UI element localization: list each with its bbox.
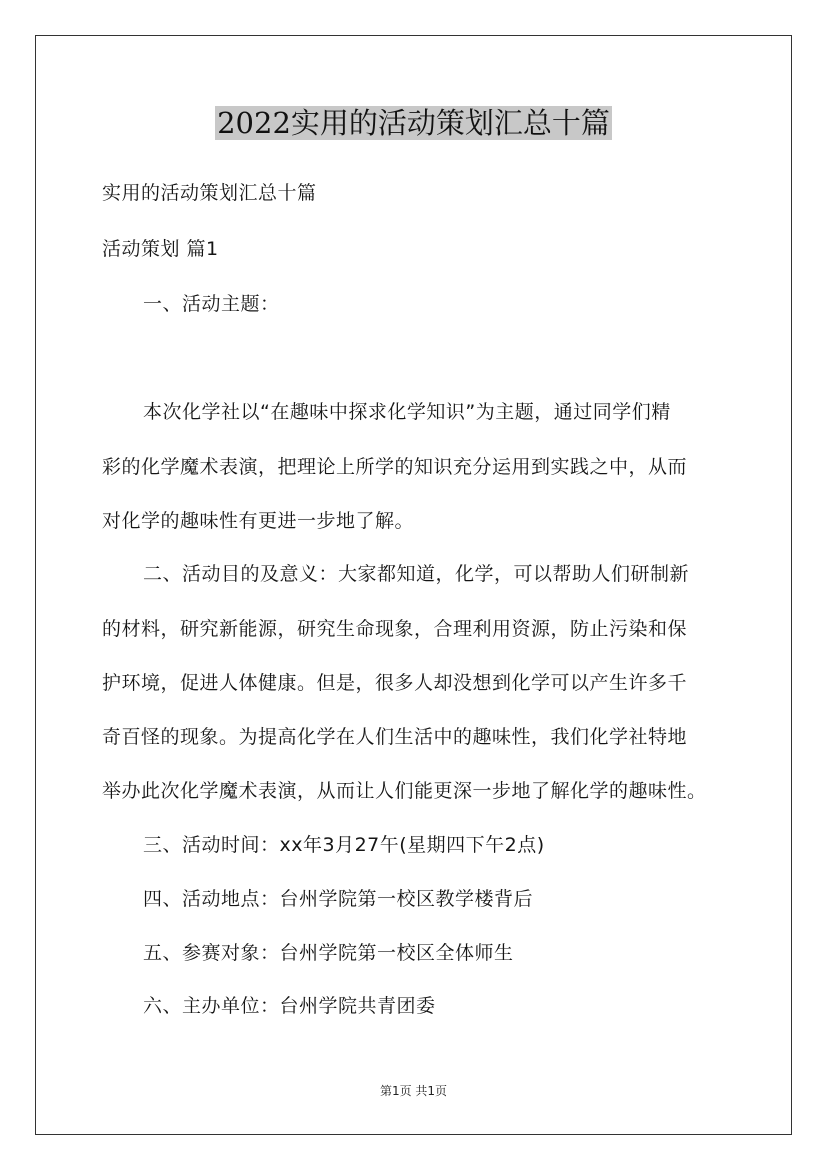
- paragraph-line: 一、活动主题：: [143, 293, 280, 315]
- page-number-footer: 第1页 共1页: [379, 1084, 448, 1098]
- document-subtitle: 实用的活动策划汇总十篇: [102, 182, 317, 204]
- paragraph-line: 的材料，研究新能源，研究生命现象，合理利用资源，防止污染和保: [102, 618, 688, 640]
- paragraph-line: 护环境，促进人体健康。但是，很多人却没想到化学可以产生许多千: [102, 672, 688, 694]
- paragraph-line: 举办此次化学魔术表演，从而让人们能更深一步地了解化学的趣味性。: [102, 780, 707, 802]
- paragraph-line: 彩的化学魔术表演，把理论上所学的知识充分运用到实践之中，从而: [102, 456, 688, 478]
- paragraph-line: 二、活动目的及意义：大家都知道，化学，可以帮助人们研制新: [143, 563, 690, 585]
- document-title-text: 2022实用的活动策划汇总十篇: [217, 106, 610, 140]
- paragraph-line: 奇百怪的现象。为提高化学在人们生活中的趣味性，我们化学社特地: [102, 726, 688, 748]
- paragraph-line: 对化学的趣味性有更进一步地了解。: [102, 510, 415, 532]
- document-title: [0, 100, 827, 146]
- section-heading: 活动策划 篇1: [102, 238, 219, 260]
- paragraph-line: 五、参赛对象：台州学院第一校区全体师生: [143, 942, 514, 964]
- paragraph-line: 本次化学社以“在趣味中探求化学知识”为主题，通过同学们精: [143, 401, 671, 423]
- paragraph-line: 四、活动地点：台州学院第一校区教学楼背后: [143, 888, 534, 910]
- paragraph-line: 六、主办单位：台州学院共青团委: [143, 995, 436, 1017]
- paragraph-line: 三、活动时间：xx年3月27午(星期四下午2点): [143, 834, 545, 856]
